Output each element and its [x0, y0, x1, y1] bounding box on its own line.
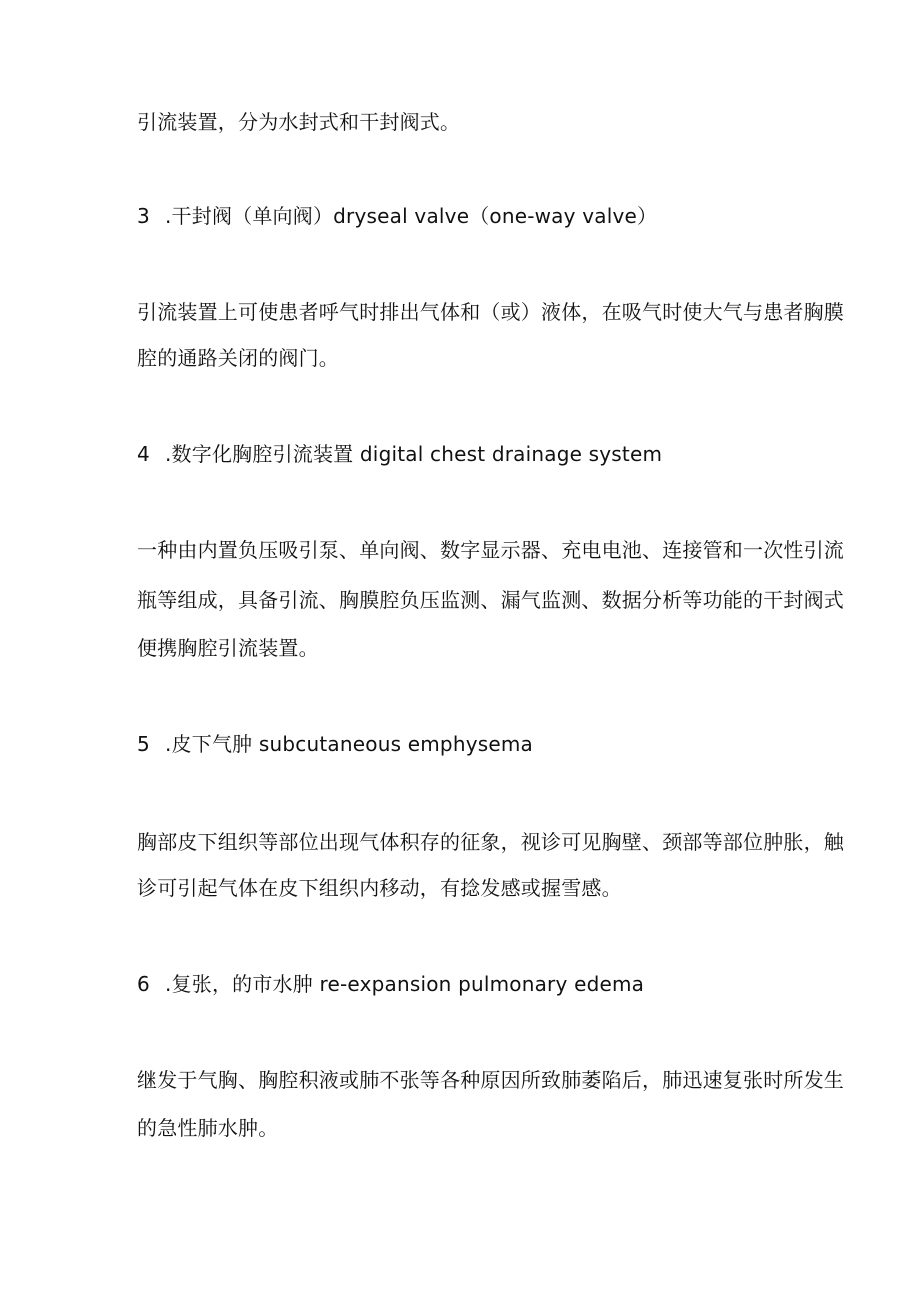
section-heading-4 — [137, 440, 662, 468]
paragraph-line: 一种由内置负压吸引泵、单向阀、数字显示器、充电电池、连接管和一次性引流 — [137, 538, 844, 562]
paragraph-line: 引流装置，分为水封式和干封阀式。 — [137, 110, 461, 134]
section-heading-6 — [137, 970, 644, 998]
paragraph-line: 引流装置上可使患者呼气时排出气体和（或）液体，在吸气时使大气与患者胸膜 — [137, 300, 844, 324]
section-title: .复张，的市水肿 re-expansion pulmonary edema — [165, 972, 645, 996]
paragraph-line: 的急性肺水肿。 — [137, 1116, 279, 1140]
section-heading-3 — [137, 202, 657, 230]
paragraph-line: 便携胸腔引流装置。 — [137, 636, 319, 660]
paragraph-line: 胸部皮下组织等部位出现气体积存的征象，视诊可见胸壁、颈部等部位肿胀，触 — [137, 830, 844, 854]
section-title: .数字化胸腔引流装置 digital chest drainage system — [165, 442, 663, 466]
section-title: .皮下气肿 subcutaneous emphysema — [165, 732, 534, 756]
paragraph-line: 腔的通路关闭的阀门。 — [137, 346, 339, 370]
section-heading-5 — [137, 730, 533, 758]
section-title: .干封阀（单向阀）dryseal valve（one-way valve） — [165, 204, 658, 228]
section-number: 5 — [137, 732, 150, 756]
paragraph-line: 瓶等组成，具备引流、胸膜腔负压监测、漏气监测、数据分析等功能的干封阀式 — [137, 588, 844, 612]
section-number: 3 — [137, 204, 150, 228]
section-number: 6 — [137, 972, 150, 996]
paragraph-line: 诊可引起气体在皮下组织内移动，有捻发感或握雪感。 — [137, 876, 622, 900]
paragraph-line: 继发于气胸、胸腔积液或肺不张等各种原因所致肺萎陷后，肺迅速复张时所发生 — [137, 1068, 844, 1092]
section-number: 4 — [137, 442, 150, 466]
